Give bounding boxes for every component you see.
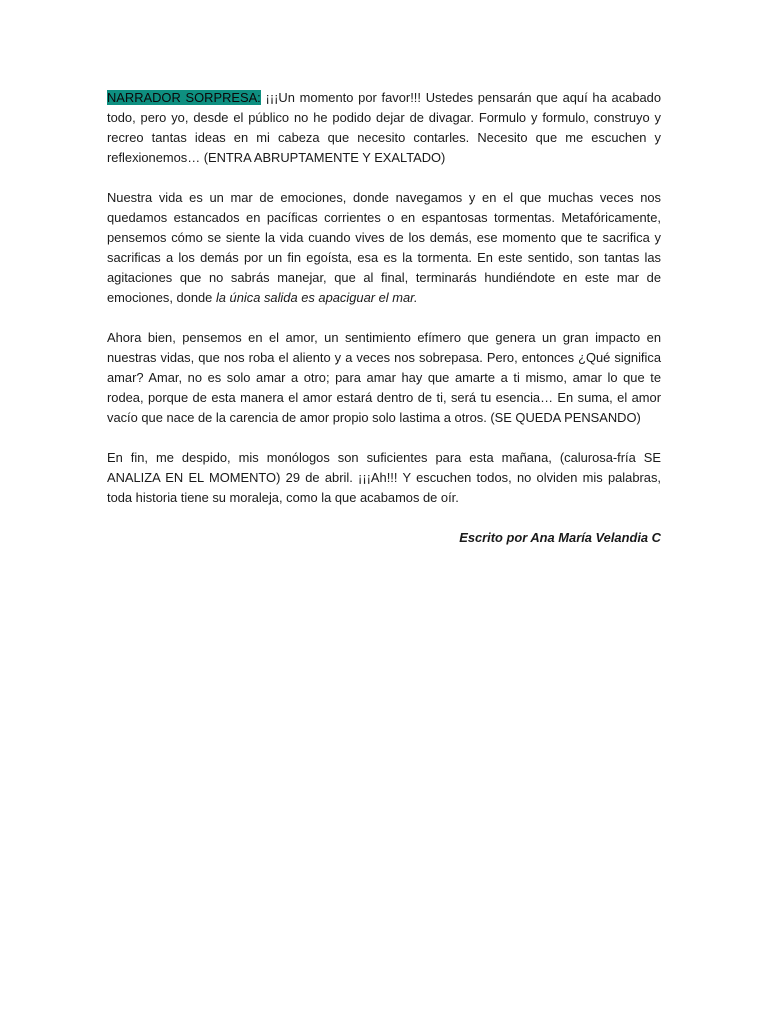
paragraph-farewell-text: En fin, me despido, mis monólogos son suficientes para esta mañana, (calurosa-fría SE ANALIZA EN EL MOMENTO) 29 de abril. ¡¡¡Ah!!! Y escuchen todos, no olviden mis palabras, toda historia tiene su moraleja, como la que acabamos de oír.: [107, 450, 661, 505]
paragraph-love-text: Ahora bien, pensemos en el amor, un sentimiento efímero que genera un gran impacto en nuestras vidas, que nos roba el aliento y a veces nos sobrepasa. Pero, entonces ¿Qué significa amar? Amar, no es solo amar a otro; para amar hay que amarte a ti mismo, amar lo que te rodea, porque de esta manera el amor estará dentro de ti, será tu esencia… En suma, el amor vacío que nace de la carencia de amor propio solo lastima a otros. (SE QUEDA PENSANDO): [107, 330, 661, 425]
paragraph-sea-italic: la única salida es apaciguar el mar.: [215, 290, 418, 305]
paragraph-intro-text: ¡¡¡Un momento por favor!!! Ustedes pensarán que aquí ha acabado todo, pero yo, desde el público no he podido dejar de divagar. Formulo y formulo, construyo y recreo tantas ideas en mi cabeza que necesito contarles. Necesito que me escuchen y reflexionemos… (ENTRA ABRUPTAMENTE Y EXALTADO): [107, 90, 662, 165]
paragraph-sea-text: Nuestra vida es un mar de emociones, donde navegamos y en el que muchas veces nos quedamos estancados en pacíficas corrientes o en espantosas tormentas. Metafóricamente, pensemos cómo se siente la vida cuando vives de los demás, ese momento que te sacrifica y sacrificas a los demás por un fin egoísta, esa es la tormenta. En este sentido, son tantas las agitaciones que no sabrás manejar, que al final, terminarás hundiéndote en este mar de emociones, donde: [107, 190, 661, 305]
speaker-label: NARRADOR SORPRESA:: [107, 90, 261, 105]
paragraph-love: [107, 328, 661, 428]
document-page: [107, 88, 661, 548]
author-signature: Escrito por Ana María Velandia C: [459, 530, 661, 545]
paragraph-sea-of-emotions: [107, 188, 661, 308]
paragraph-intro: [107, 88, 661, 168]
paragraph-farewell: [107, 448, 661, 508]
